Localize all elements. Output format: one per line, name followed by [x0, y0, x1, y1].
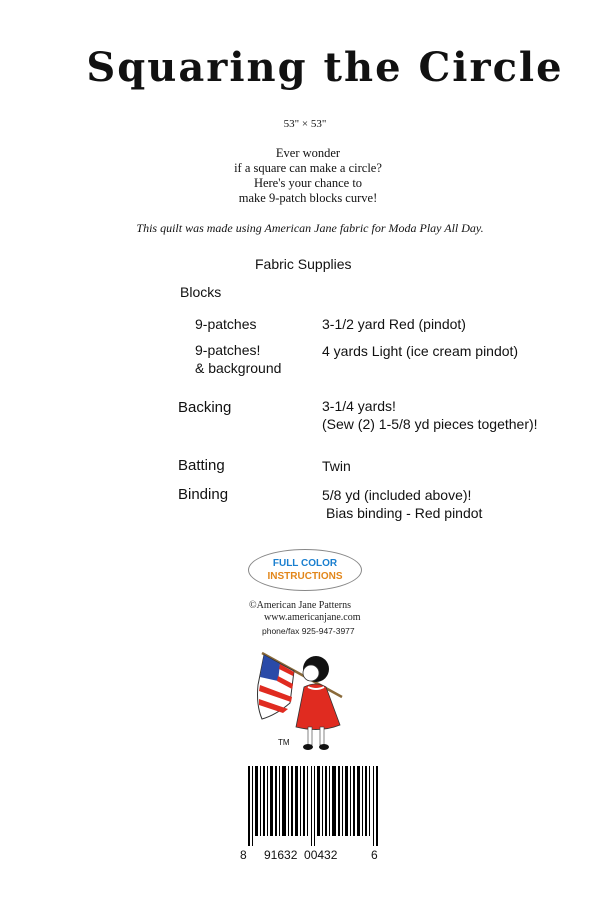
supply-label: Backing — [178, 399, 232, 416]
supply-value: 5/8 yd (included above)! — [322, 487, 472, 503]
supply-label: & background — [195, 360, 282, 376]
barcode-number: 91632 00432 — [264, 848, 338, 862]
pattern-title: Squaring the Circle — [86, 44, 564, 91]
intro-line: if a square can make a circle? — [234, 161, 382, 175]
supply-value: Bias binding - Red pindot — [326, 505, 483, 521]
website-text: www.americanjane.com — [264, 612, 361, 623]
blocks-heading: Blocks — [180, 284, 222, 300]
supply-label: Binding — [178, 486, 229, 503]
intro-line: Here's your chance to — [253, 176, 363, 190]
publisher-credit — [249, 600, 361, 624]
supply-label: 9-patches! — [195, 342, 261, 358]
supply-value: (Sew (2) 1-5/8 yd pieces together)! — [322, 416, 538, 432]
barcode-first-digit: 8 — [240, 848, 247, 862]
fabric-note: This quilt was made using American Jane fabric for Moda Play All Day. — [136, 221, 484, 235]
supply-value: 3-1/4 yards! — [322, 398, 396, 414]
barcode-last-digit: 6 — [371, 848, 378, 862]
intro-line: make 9-patch blocks curve! — [238, 191, 378, 205]
supply-value: 3-1/2 yard Red (pindot) — [322, 316, 466, 332]
copyright-text: ©American Jane Patterns — [249, 600, 352, 611]
full-color-badge — [248, 549, 362, 591]
trademark: TM — [278, 738, 290, 747]
supply-label: 9-patches — [195, 316, 257, 332]
intro-line: Ever wonder — [275, 146, 341, 160]
supply-value: Twin — [322, 458, 351, 474]
badge-line: INSTRUCTIONS — [267, 571, 343, 582]
supply-value: 4 yards Light (ice cream pindot) — [322, 343, 519, 359]
intro-text — [0, 146, 600, 206]
barcode-icon — [248, 766, 380, 846]
fabric-supplies-heading: Fabric Supplies — [255, 256, 352, 272]
supply-label: Batting — [178, 457, 225, 474]
girl-with-flag-icon — [250, 645, 350, 760]
quilt-size: 53" × 53" — [283, 118, 327, 130]
phone-text: phone/fax 925-947-3977 — [262, 626, 355, 636]
badge-line: FULL COLOR — [272, 558, 338, 569]
